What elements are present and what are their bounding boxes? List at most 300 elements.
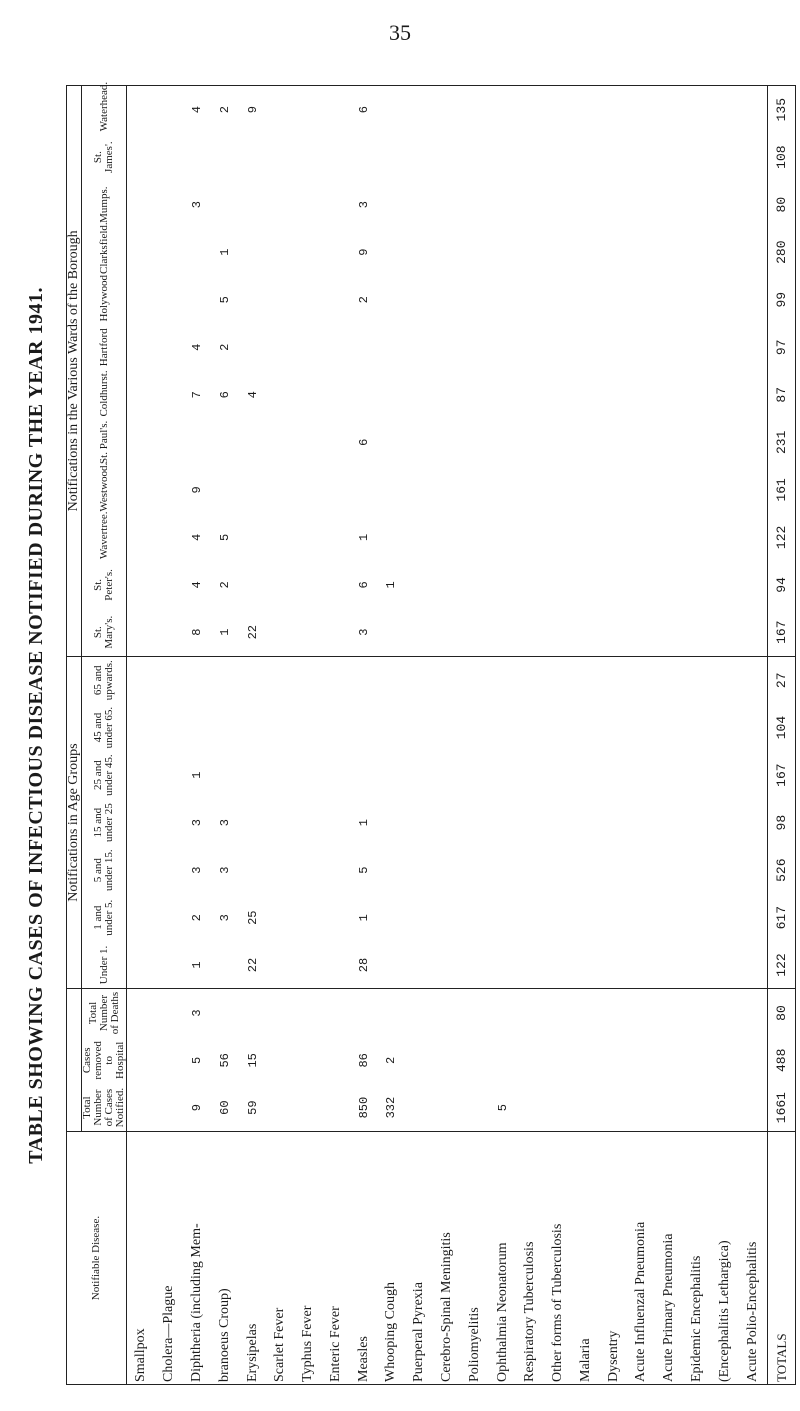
table-row: [322, 86, 350, 1385]
table-cell: [655, 656, 683, 704]
table-cell: [378, 228, 406, 276]
table-cell: [461, 1037, 489, 1085]
totals-cell: 231: [767, 419, 795, 467]
table-cell: 15: [245, 1053, 260, 1068]
table-cell: [155, 846, 183, 894]
table-cell: [683, 371, 711, 419]
table-cell: 2: [217, 343, 232, 351]
table-cell: [155, 323, 183, 371]
table-cell: [266, 799, 294, 847]
table-cell: [155, 133, 183, 181]
table-cell: [655, 323, 683, 371]
table-cell: [544, 894, 572, 942]
table-row: [489, 86, 517, 1385]
table-cell: [683, 846, 711, 894]
totals-cell: 122: [767, 941, 795, 989]
table-cell: [350, 133, 378, 181]
table-cell: [655, 1084, 683, 1132]
table-cell: [127, 751, 156, 799]
table-cell: [127, 894, 156, 942]
table-cell: [294, 514, 322, 562]
table-cell: [405, 894, 433, 942]
table-cell: 4: [189, 533, 204, 541]
table-cell: [239, 799, 267, 847]
table-cell: 60: [217, 1100, 232, 1115]
table-cell: [739, 561, 768, 609]
table-cell: [211, 419, 239, 467]
table-cell: [489, 704, 517, 752]
table-cell: [628, 1037, 656, 1085]
table-cell: [572, 323, 600, 371]
table-cell: [628, 466, 656, 514]
table-cell: [378, 609, 406, 657]
table-cell: [155, 656, 183, 704]
table-cell: [711, 609, 739, 657]
table-cell: [489, 609, 517, 657]
table-cell: [350, 656, 378, 704]
table-cell: [266, 561, 294, 609]
disease-name: Enteric Fever: [322, 1132, 350, 1385]
disease-name: Measles: [350, 1132, 378, 1385]
table-cell: [127, 419, 156, 467]
table-cell: [489, 561, 517, 609]
table-cell: [461, 323, 489, 371]
table-cell: [739, 86, 768, 134]
table-cell: [683, 609, 711, 657]
table-cell: [739, 846, 768, 894]
table-cell: [433, 561, 461, 609]
table-cell: [600, 323, 628, 371]
table-cell: [461, 133, 489, 181]
table-cell: [489, 751, 517, 799]
table-cell: [683, 751, 711, 799]
table-cell: [739, 799, 768, 847]
table-cell: [461, 561, 489, 609]
table-cell: [155, 941, 183, 989]
table-cell: 4: [189, 581, 204, 589]
table-cell: [489, 276, 517, 324]
table-cell: [683, 419, 711, 467]
table-cell: [739, 1084, 768, 1132]
table-cell: [294, 894, 322, 942]
table-cell: [322, 514, 350, 562]
table-cell: [183, 656, 211, 704]
ward-col-header: Holywood: [82, 276, 127, 324]
table-cell: [655, 751, 683, 799]
table-cell: [155, 466, 183, 514]
table-cell: 22: [245, 624, 260, 640]
table-cell: [433, 514, 461, 562]
table-cell: [544, 466, 572, 514]
table-cell: [489, 86, 517, 134]
table-cell: [322, 371, 350, 419]
table-row: [294, 86, 322, 1385]
group-header-row: [67, 86, 82, 1385]
table-cell: [655, 1037, 683, 1085]
table-cell: [711, 894, 739, 942]
table-cell: [405, 514, 433, 562]
table-cell: [433, 1084, 461, 1132]
table-cell: [266, 371, 294, 419]
table-row: [127, 86, 156, 1385]
table-cell: [516, 323, 544, 371]
table-cell: [655, 371, 683, 419]
table-cell: [155, 419, 183, 467]
table-cell: 3: [217, 914, 232, 922]
table-cell: [405, 228, 433, 276]
ward-group-header: Notifications in the Various Wards of the Borough: [67, 86, 82, 657]
disease-name: Poliomyelitis: [461, 1132, 489, 1385]
table-cell: [294, 799, 322, 847]
totals-cell: 80: [767, 989, 795, 1037]
ward-col-header: St. Paul's.: [82, 419, 127, 467]
table-cell: [516, 181, 544, 229]
table-cell: [739, 276, 768, 324]
table-cell: [683, 228, 711, 276]
table-row: [183, 86, 211, 1385]
table-cell: [655, 276, 683, 324]
table-cell: [711, 799, 739, 847]
table-cell: [461, 1084, 489, 1132]
table-cell: [405, 1084, 433, 1132]
age-group-header: Notifications in Age Groups: [67, 656, 82, 989]
table-row: [350, 86, 378, 1385]
table-cell: 4: [189, 106, 204, 114]
table-cell: [350, 704, 378, 752]
table-cell: [294, 941, 322, 989]
table-cell: [544, 656, 572, 704]
table-cell: 3: [183, 989, 211, 1037]
table-row: [211, 86, 239, 1385]
table-cell: [350, 371, 378, 419]
table-cell: [544, 276, 572, 324]
table-row: [600, 86, 628, 1385]
table-cell: [544, 323, 572, 371]
table-cell: [489, 989, 517, 1037]
table-cell: [127, 561, 156, 609]
table-cell: [266, 133, 294, 181]
table-cell: [572, 1084, 600, 1132]
table-cell: [433, 419, 461, 467]
table-cell: [294, 228, 322, 276]
total-col-header: Cases removed to Hospital: [82, 1037, 127, 1085]
totals-cell: 80: [767, 181, 795, 229]
totals-cell: 161: [767, 466, 795, 514]
table-cell: [628, 894, 656, 942]
table-cell: [433, 894, 461, 942]
table-cell: [544, 228, 572, 276]
table-cell: [155, 1084, 183, 1132]
table-cell: [322, 466, 350, 514]
table-cell: [572, 86, 600, 134]
table-cell: [655, 86, 683, 134]
table-cell: [211, 133, 239, 181]
totals-cell: 1661: [767, 1084, 795, 1132]
table-cell: [461, 704, 489, 752]
table-cell: [127, 1084, 156, 1132]
disease-name: Epidemic Encephalitis: [683, 1132, 711, 1385]
table-cell: [433, 846, 461, 894]
table-cell: 2: [189, 914, 204, 922]
totals-cell: 104: [767, 704, 795, 752]
table-cell: [155, 228, 183, 276]
table-cell: [239, 656, 267, 704]
table-cell: 3: [189, 819, 204, 827]
table-cell: [127, 371, 156, 419]
table-cell: [155, 989, 183, 1037]
disease-name: Typhus Fever: [294, 1132, 322, 1385]
disease-name: Whooping Cough: [378, 1132, 406, 1385]
table-cell: [461, 466, 489, 514]
table-cell: [461, 941, 489, 989]
table-cell: 25: [245, 910, 260, 925]
age-col-header: 25 and under 45.: [82, 751, 127, 799]
table-cell: [266, 609, 294, 657]
table-cell: [655, 514, 683, 562]
table-cell: [155, 609, 183, 657]
table-cell: [433, 609, 461, 657]
table-cell: [155, 181, 183, 229]
table-cell: [655, 799, 683, 847]
table-cell: [433, 799, 461, 847]
table-cell: [378, 323, 406, 371]
table-cell: [711, 228, 739, 276]
table-cell: [572, 514, 600, 562]
table-cell: [266, 514, 294, 562]
table-row: [544, 86, 572, 1385]
totals-cell: 280: [767, 228, 795, 276]
table-cell: [739, 133, 768, 181]
table-cell: [266, 466, 294, 514]
table-row: [683, 86, 711, 1385]
table-cell: [378, 276, 406, 324]
table-cell: [433, 276, 461, 324]
table-cell: [405, 419, 433, 467]
table-cell: [155, 276, 183, 324]
table-cell: [489, 228, 517, 276]
disease-name: Erysipelas: [239, 1132, 267, 1385]
disease-name: Other forms of Tuberculosis: [544, 1132, 572, 1385]
table-cell: [544, 181, 572, 229]
totals-cell: 526: [767, 846, 795, 894]
totals-cell: 99: [767, 276, 795, 324]
table-cell: [155, 1037, 183, 1085]
table-cell: [683, 989, 711, 1037]
table-cell: [711, 514, 739, 562]
table-cell: [489, 846, 517, 894]
table-row: [155, 86, 183, 1385]
table-cell: [711, 1037, 739, 1085]
table-cell: [572, 894, 600, 942]
table-cell: [711, 133, 739, 181]
table-cell: [544, 704, 572, 752]
table-cell: 3: [356, 201, 371, 209]
table-cell: [572, 181, 600, 229]
table-cell: [739, 989, 768, 1037]
table-cell: [294, 276, 322, 324]
table-cell: [322, 704, 350, 752]
table-cell: 3: [189, 201, 204, 209]
table-cell: [433, 751, 461, 799]
table-cell: [489, 656, 517, 704]
table-cell: [516, 561, 544, 609]
table-cell: [294, 609, 322, 657]
table-cell: 1: [356, 533, 371, 541]
table-cell: [711, 656, 739, 704]
table-cell: [127, 228, 156, 276]
table-cell: [628, 86, 656, 134]
table-cell: 1: [384, 581, 399, 589]
table-cell: [239, 419, 267, 467]
table-cell: [294, 181, 322, 229]
table-cell: [739, 181, 768, 229]
table-cell: 1: [356, 914, 371, 922]
table-cell: [211, 181, 239, 229]
table-cell: [433, 228, 461, 276]
table-cell: [239, 133, 267, 181]
table-cell: [211, 989, 239, 1037]
table-cell: [711, 561, 739, 609]
totals-cell: 94: [767, 561, 795, 609]
table-cell: [294, 751, 322, 799]
table-cell: [739, 228, 768, 276]
table-cell: [405, 751, 433, 799]
table-cell: 5: [356, 866, 371, 874]
table-cell: [433, 941, 461, 989]
table-cell: [544, 941, 572, 989]
table-cell: [683, 466, 711, 514]
totals-cell: 122: [767, 514, 795, 562]
table-row: [655, 86, 683, 1385]
table-cell: [572, 704, 600, 752]
disease-name: Dysentry: [600, 1132, 628, 1385]
table-cell: [405, 323, 433, 371]
table-cell: 332: [384, 1096, 399, 1119]
table-cell: [322, 561, 350, 609]
table-cell: [461, 799, 489, 847]
table-cell: [711, 989, 739, 1037]
table-cell: [183, 276, 211, 324]
ward-col-header: Hartford: [82, 323, 127, 371]
table-cell: [489, 133, 517, 181]
table-cell: [322, 419, 350, 467]
table-cell: [600, 941, 628, 989]
table-cell: 28: [356, 957, 371, 973]
table-cell: [322, 1084, 350, 1132]
table-cell: [183, 133, 211, 181]
totals-cell: 27: [767, 656, 795, 704]
table-cell: [600, 514, 628, 562]
table-cell: [489, 1037, 517, 1085]
table-cell: [127, 656, 156, 704]
table-cell: [350, 323, 378, 371]
table-cell: [572, 941, 600, 989]
table-cell: [683, 133, 711, 181]
disease-name: Scarlet Fever: [266, 1132, 294, 1385]
table-cell: [516, 894, 544, 942]
table-cell: [711, 846, 739, 894]
table-cell: [711, 86, 739, 134]
table-cell: [600, 133, 628, 181]
disease-name: Ophthalmia Neonatorum: [489, 1132, 517, 1385]
ward-col-header: Wavertree.: [82, 514, 127, 562]
totals-cell: 97: [767, 323, 795, 371]
table-cell: 9: [189, 486, 204, 494]
table-cell: [544, 609, 572, 657]
table-cell: 8: [189, 628, 204, 636]
disease-name: Diphtheria (including Mem-: [183, 1132, 211, 1385]
table-cell: 22: [245, 957, 260, 973]
table-cell: [628, 989, 656, 1037]
disease-name: Malaria: [572, 1132, 600, 1385]
table-row: [711, 86, 739, 1385]
table-cell: [266, 989, 294, 1037]
table-cell: [405, 846, 433, 894]
table-cell: [600, 989, 628, 1037]
table-cell: [683, 514, 711, 562]
table-cell: [628, 941, 656, 989]
table-cell: [378, 704, 406, 752]
table-cell: [683, 656, 711, 704]
totals-cell: 87: [767, 371, 795, 419]
table-cell: [683, 86, 711, 134]
table-cell: [155, 751, 183, 799]
table-cell: [239, 323, 267, 371]
table-cell: [239, 846, 267, 894]
totals-cell: 135: [767, 86, 795, 134]
table-cell: [294, 561, 322, 609]
table-cell: [378, 466, 406, 514]
table-title: [22, 70, 50, 1380]
table-cell: 1: [217, 628, 232, 636]
table-cell: [266, 1084, 294, 1132]
table-cell: [378, 514, 406, 562]
table-cell: [461, 371, 489, 419]
table-cell: [266, 86, 294, 134]
table-cell: [628, 371, 656, 419]
table-cell: [322, 751, 350, 799]
table-cell: [266, 751, 294, 799]
table-cell: 3: [189, 866, 204, 874]
table-body: [127, 86, 796, 1385]
table-cell: [405, 561, 433, 609]
table-cell: [266, 228, 294, 276]
table-cell: [655, 133, 683, 181]
table-cell: [405, 276, 433, 324]
table-cell: [239, 276, 267, 324]
table-cell: [155, 86, 183, 134]
table-cell: [683, 561, 711, 609]
table-cell: [350, 989, 378, 1037]
table-cell: [461, 86, 489, 134]
table-cell: [516, 276, 544, 324]
table-row: [516, 86, 544, 1385]
table-cell: [294, 419, 322, 467]
table-cell: [183, 228, 211, 276]
table-cell: [516, 1037, 544, 1085]
age-col-header: 1 and under 5.: [82, 894, 127, 942]
table-cell: [322, 1037, 350, 1085]
table-cell: [211, 466, 239, 514]
table-cell: 2: [217, 581, 232, 589]
age-col-header: 45 and under 65.: [82, 704, 127, 752]
table-cell: [294, 133, 322, 181]
table-cell: [683, 323, 711, 371]
table-cell: [628, 846, 656, 894]
table-cell: [600, 419, 628, 467]
ward-col-header: Coldhurst.: [82, 371, 127, 419]
table-cell: [266, 941, 294, 989]
